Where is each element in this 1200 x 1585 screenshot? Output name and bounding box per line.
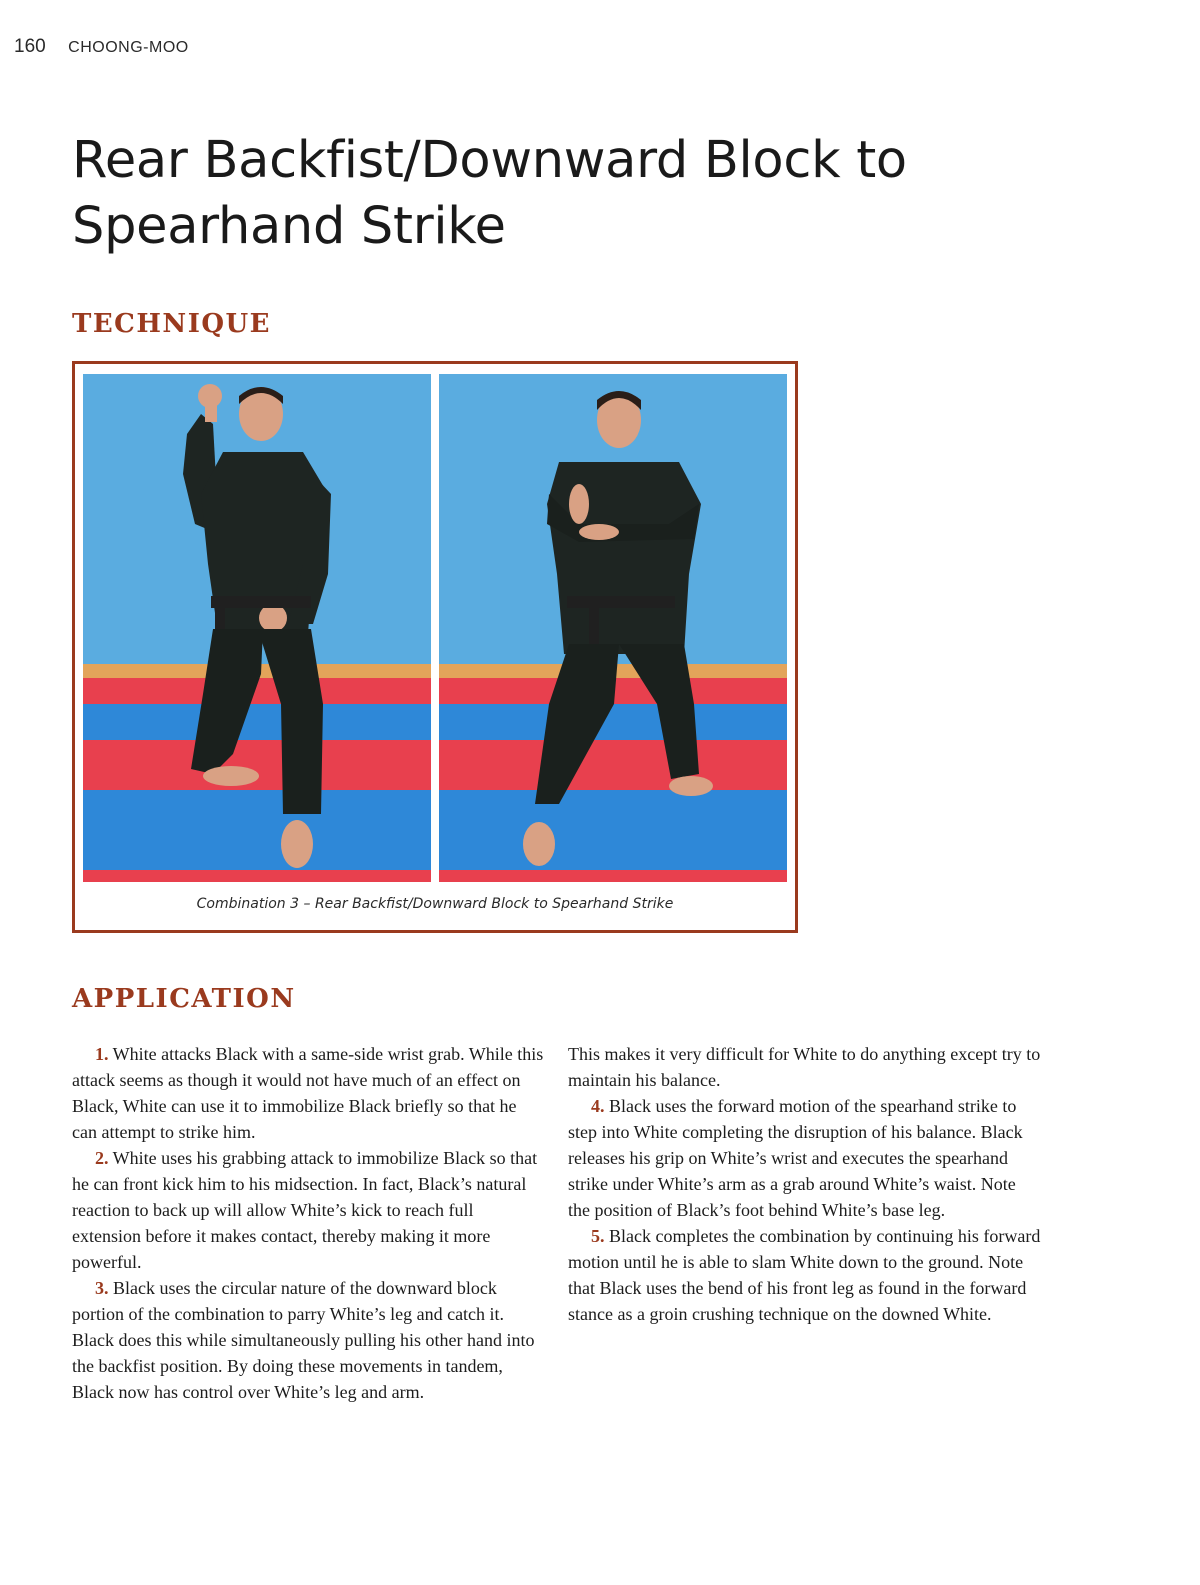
page-number: 160: [14, 36, 46, 57]
step-number: 4.: [591, 1096, 605, 1116]
chapter-name: CHOONG-MOO: [68, 39, 189, 56]
figure-caption: Combination 3 – Rear Backfist/Downward Block to Spearhand Strike: [196, 896, 674, 912]
application-text: [72, 1041, 1042, 1405]
step-number: 3.: [95, 1278, 109, 1298]
application-heading: APPLICATION: [72, 984, 296, 1014]
step-paragraph: [568, 1093, 1042, 1223]
step-text: Black uses the circular nature of the downward block portion of the combination to parry White’s leg and catch it. Black does this while simultaneously pulling his other hand into the backfist position. By doing these movements in tandem, Black now has control over White’s leg and arm.: [72, 1278, 535, 1402]
technique-figure: [72, 361, 798, 933]
photo-spearhand-strike: [439, 374, 787, 882]
step-text: Black completes the combination by continuing his forward motion until he is able to slam White down to the ground. Note that Black uses the bend of his front leg as found in the forward stance as a groin crushing technique on the downed White.: [568, 1226, 1041, 1324]
step-paragraph: [568, 1223, 1042, 1327]
step-paragraph: [72, 1041, 546, 1145]
step-text: White uses his grabbing attack to immobilize Black so that he can front kick him to his midsection. In fact, Black’s natural reaction to back up will allow White’s kick to reach full extension before it makes contact, thereby making it more powerful.: [72, 1148, 538, 1272]
step-paragraph: [72, 1275, 546, 1405]
step-number: 5.: [591, 1226, 605, 1246]
step-text: Black uses the forward motion of the spearhand strike to step into White completing the disruption of his balance. Black releases his grip on White’s wrist and executes the spearhand strike under White’s arm as a grab around White’s waist. Note the position of Black’s foot behind White’s base leg.: [568, 1096, 1023, 1220]
text-column-right: [568, 1041, 1042, 1405]
step-paragraph: [72, 1145, 546, 1275]
page-title: Rear Backfist/Downward Block to Spearhand Strike: [72, 131, 907, 256]
running-head: [14, 36, 189, 58]
step-text: White attacks Black with a same-side wrist grab. While this attack seems as though it would not have much of an effect on Black, White can use it to immobilize Black briefly so that he can attempt to strike him.: [72, 1044, 544, 1142]
technique-heading: TECHNIQUE: [72, 309, 271, 339]
text-column-left: [72, 1041, 546, 1405]
step-number: 1.: [95, 1044, 109, 1064]
photo-backfist-downward-block: [83, 374, 431, 882]
step-continuation: This makes it very difficult for White to do anything except try to maintain his balance.: [568, 1044, 1041, 1090]
step-number: 2.: [95, 1148, 109, 1168]
